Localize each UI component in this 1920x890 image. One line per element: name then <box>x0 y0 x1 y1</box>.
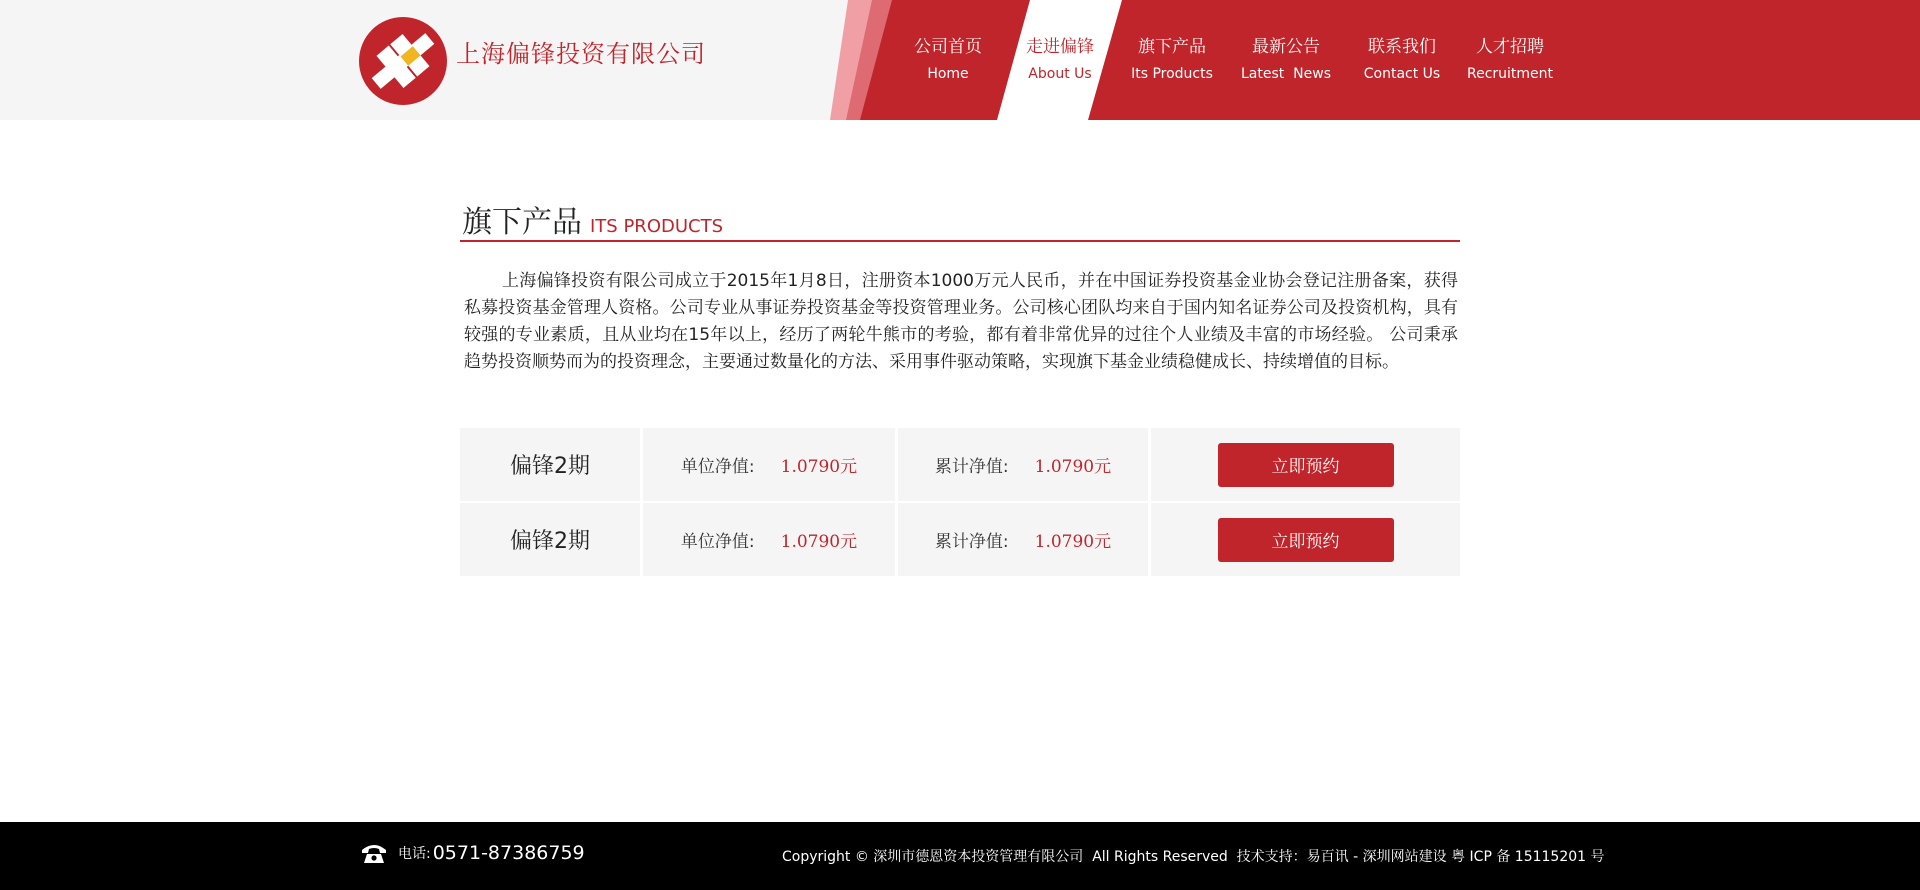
reserve-button[interactable]: 立即预约 <box>1218 518 1394 562</box>
nav-contact-zh: 联系我们 <box>1368 37 1436 57</box>
phone-number: 0571-87386759 <box>432 842 585 864</box>
product-list <box>460 428 1460 578</box>
nav-about-us[interactable] <box>1012 0 1108 120</box>
acc-nav-value: 1.0790元 <box>1034 532 1112 552</box>
nav-contact-en: Contact Us <box>1363 66 1441 82</box>
acc-nav-label: 累计净值: <box>934 532 1009 552</box>
title-divider <box>460 240 1460 242</box>
acc-nav-label: 累计净值: <box>934 457 1009 477</box>
nav-news-zh: 最新公告 <box>1252 37 1320 57</box>
company-name[interactable]: 上海偏锋投资有限公司 <box>456 40 706 68</box>
unit-nav-label: 单位净值: <box>680 457 755 477</box>
acc-nav-value: 1.0790元 <box>1034 457 1112 477</box>
product-name: 偏锋2期 <box>460 503 640 576</box>
nav-home-en: Home <box>927 66 969 82</box>
product-name: 偏锋2期 <box>460 428 640 501</box>
acc-nav-cell <box>898 428 1148 501</box>
unit-nav-cell <box>643 428 895 501</box>
phone-label: 电话: <box>398 846 431 862</box>
nav-contact[interactable] <box>1354 0 1450 120</box>
phone-icon <box>360 842 388 864</box>
nav-about-us-zh: 走进偏锋 <box>1026 37 1094 57</box>
product-row <box>460 503 1460 576</box>
site-footer <box>0 822 1920 890</box>
site-header <box>0 0 1920 120</box>
main-nav <box>0 0 1920 120</box>
reserve-button[interactable]: 立即预约 <box>1218 443 1394 487</box>
company-intro: 上海偏锋投资有限公司成立于2015年1月8日，注册资本1000万元人民币，并在中国证券投资基金业协会登记注册备案，获得私募投资基金管理人资格。公司专业从事证券投资基金等投资管理业务。公司核心团队均来自于国内知名证券公司及投资机构，具有较强的专业素质，且从业均在15年以上，经历了两轮牛熊市的考验，都有着非常优异的过往个人业绩及丰富的市场经验。 公司秉承趋势投资顺势而为的投资理念，主要通过数量化的方法、采用事件驱动策略，实现旗下基金业绩稳健成长、持续增值的目标。 <box>464 271 1458 372</box>
nav-news-en: Latest News <box>1241 66 1331 82</box>
unit-nav-cell <box>643 503 895 576</box>
unit-nav-value: 1.0790元 <box>780 532 858 552</box>
product-row <box>460 428 1460 501</box>
footer-phone <box>360 842 585 864</box>
page-title <box>462 197 723 241</box>
nav-news[interactable] <box>1236 0 1336 120</box>
nav-products-en: Its Products <box>1131 66 1213 82</box>
reserve-cell <box>1151 428 1460 501</box>
nav-products[interactable] <box>1124 0 1220 120</box>
reserve-cell <box>1151 503 1460 576</box>
copyright-text: Copyright © 深圳市德恩资本投资管理有限公司 All Rights Reserved 技术支持：易百讯 - 深圳网站建设 粤 ICP 备 15115201 号 <box>782 849 1605 865</box>
nav-home[interactable] <box>900 0 996 120</box>
nav-home-zh: 公司首页 <box>914 37 982 57</box>
nav-recruitment[interactable] <box>1462 0 1558 120</box>
page-title-zh: 旗下产品 <box>462 205 582 240</box>
page-title-en: ITS PRODUCTS <box>590 216 724 237</box>
unit-nav-label: 单位净值: <box>680 532 755 552</box>
acc-nav-cell <box>898 503 1148 576</box>
nav-recruitment-en: Recruitment <box>1466 66 1554 82</box>
unit-nav-value: 1.0790元 <box>780 457 858 477</box>
nav-recruitment-zh: 人才招聘 <box>1476 37 1544 57</box>
nav-products-zh: 旗下产品 <box>1138 37 1206 57</box>
nav-about-us-en: About Us <box>1028 66 1092 82</box>
